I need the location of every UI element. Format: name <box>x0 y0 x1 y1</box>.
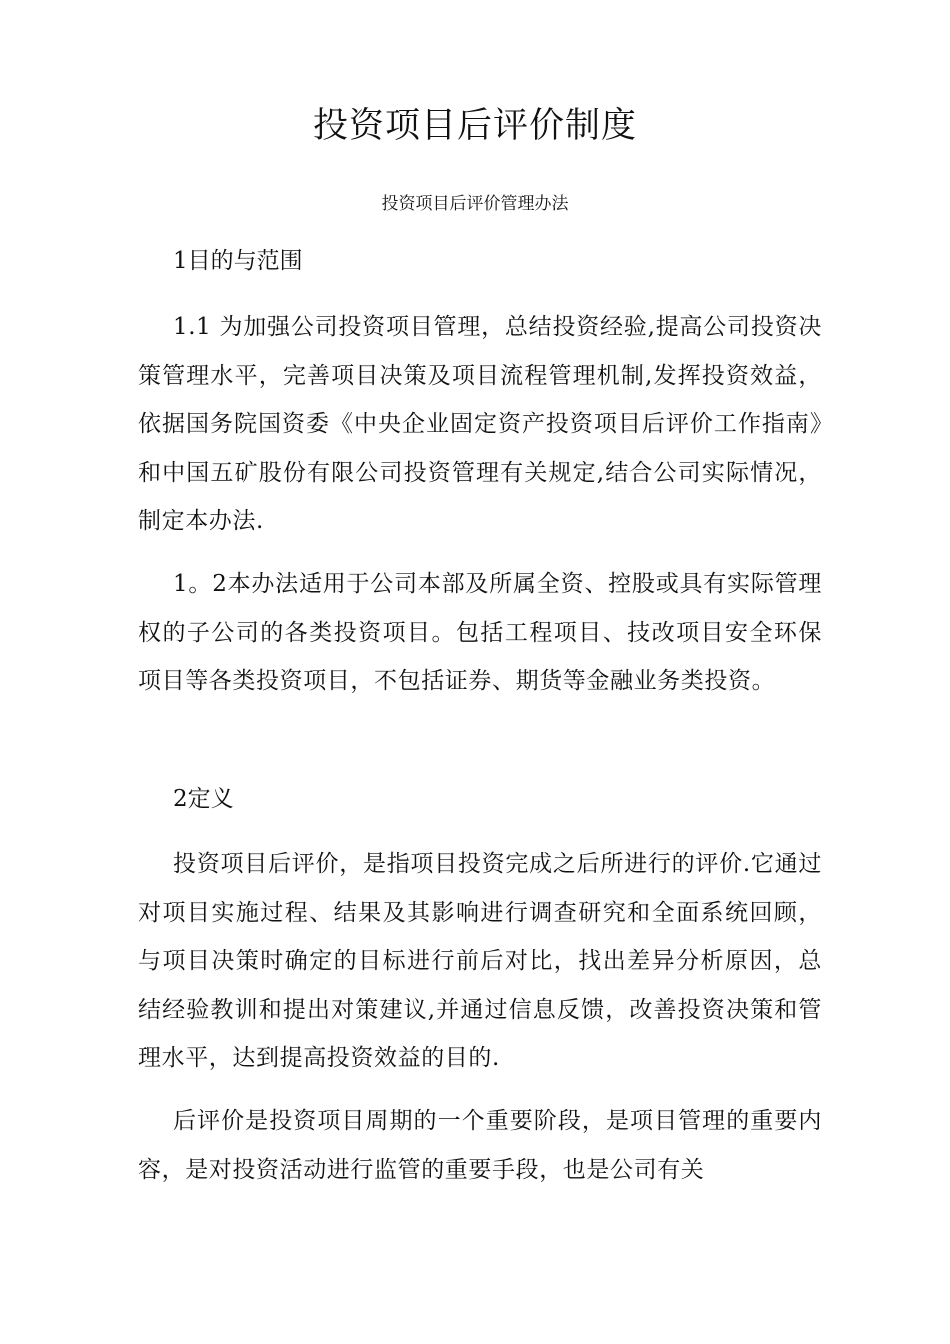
document-title: 投资项目后评价制度 <box>312 106 637 146</box>
paragraph-1-2: 1。2本办法适用于公司本部及所属全资、控股或具有实际管理权的子公司的各类投资项目。包括工程项目、技改项目安全环保项目等各类投资项目，不包括证券、期货等金融业务类投资。 <box>138 571 822 694</box>
paragraph-1-1: 1.1 为加强公司投资项目管理，总结投资经验,提高公司投资决策管理水平，完善项目决策及项目流程管理机制,发挥投资效益，依据国务院国资委《中央企业固定资产投资项目后评价工作指南》和中国五矿股份有限公司投资管理有关规定,结合公司实际情况，制定本办法. <box>138 314 822 534</box>
section-heading-scope: 1目的与范围 <box>173 248 303 274</box>
paragraph-2-1: 投资项目后评价，是指项目投资完成之后所进行的评价.它通过对项目实施过程、结果及其影响进行调查研究和全面系统回顾，与项目决策时确定的目标进行前后对比，找出差异分析原因，总结经验教训和提出对策建议,并通过信息反馈，改善投资决策和管理水平，达到提高投资效益的目的. <box>138 851 822 1071</box>
paragraph-2-2: 后评价是投资项目周期的一个重要阶段，是项目管理的重要内容，是对投资活动进行监管的重要手段，也是公司有关 <box>138 1108 822 1183</box>
document-subtitle: 投资项目后评价管理办法 <box>381 194 569 214</box>
section-heading-definition: 2定义 <box>173 786 234 812</box>
